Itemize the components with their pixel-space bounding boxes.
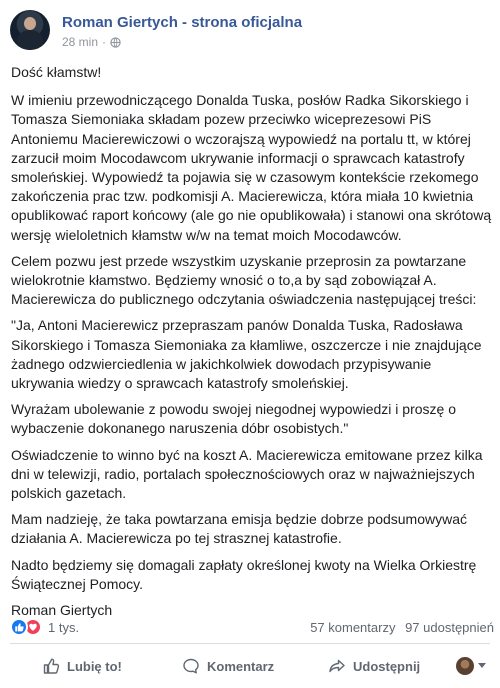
reactions-summary[interactable] (10, 618, 79, 636)
divider (10, 643, 490, 644)
post-paragraph: Nadto będziemy się domagali zapłaty określonej kwoty na Wielka Orkiestrę Świątecznej Pomocy. (11, 556, 477, 592)
post-paragraph: Mam nadzieję, że taka powtarzana emisja będzie dobrze podsumowywać działania A. Macierewicza po tej strasznej katastrofie. (11, 511, 468, 547)
post-paragraph: W imieniu przewodniczącego Donalda Tuska, posłów Radka Sikorskiego i Tomasza Siemoniaka składam pozew przeciwko wiceprezesowi PiS Antoniemu Macierewiczowi o wczorajszą wypowiedź na portalu tt, w której zarzucił moim Mocodawcom ukrywanie informacji o sprawcach katastrofy smoleńskiej. Wypowiedź ta pojawia się w czasowym kontekście rzekomego zakończenia prac tzw. podkomisji A. Macierewicza, która miała 10 kwietnia opublikować raport końcowy (ale go nie opublikowała) i stanowi ona skrótową wersję wieloletnich kłamstw w/w na temat moich Mocodawców. (11, 92, 492, 243)
post-actions-bar (10, 648, 494, 684)
page-name-link[interactable]: Roman Giertych - strona oficjalna (62, 14, 303, 31)
shares-count[interactable]: 97 udostępnień (405, 620, 494, 635)
like-button[interactable] (42, 650, 122, 682)
thumbs-up-icon (42, 657, 60, 675)
post-paragraph: Dość kłamstw! (11, 64, 102, 80)
share-button[interactable] (328, 650, 420, 682)
post-meta (62, 35, 121, 49)
post-stats (10, 616, 494, 638)
comment-label: Komentarz (207, 658, 275, 674)
globe-icon[interactable] (110, 37, 121, 48)
like-label: Lubię to! (67, 658, 122, 674)
reaction-as-selector[interactable] (456, 650, 486, 682)
comment-icon (182, 657, 200, 675)
post-paragraph: Oświadczenie to winno być na koszt A. Macierewicza emitowane przez kilka dni w telewizji, radio, portalach społecznościowych oraz w najważniejszych polskich gazetach. (11, 446, 483, 502)
page-avatar[interactable] (10, 10, 50, 50)
meta-separator: · (102, 35, 107, 49)
post-paragraph: Wyrażam ubolewanie z powodu swojej niegodnej wypowiedzi i proszę o wybaczenie dokonanego naruszenia dóbr osobistych." (11, 401, 456, 437)
share-arrow-icon (328, 657, 346, 675)
user-avatar (456, 657, 474, 675)
reactions-count[interactable]: 1 tys. (48, 619, 80, 635)
share-label: Udostępnij (353, 658, 421, 674)
comment-button[interactable] (182, 650, 274, 682)
chevron-down-icon (478, 663, 486, 669)
post-paragraph: Celem pozwu jest przede wszystkim uzyskanie przeprosin za powtarzane wielokrotnie kłamstwo. Będziemy wnosić o to,a by sąd zobowiązał A. Macierewicza do publicznego odczytania oświadczenia następującej treści: (11, 252, 477, 308)
comments-count[interactable]: 57 komentarzy (310, 620, 396, 635)
post-body (11, 63, 493, 627)
post-header (10, 8, 490, 52)
post-signature: Roman Giertych (11, 602, 113, 619)
like-reaction-icon (10, 618, 28, 636)
post-timestamp[interactable]: 28 min (62, 35, 99, 49)
post-paragraph: "Ja, Antoni Macierewicz przepraszam panów Donalda Tuska, Radosława Sikorskiego i Tomasza Siemoniaka za kłamliwe, oszczercze i nie znajdujące żadnego odzwierciedlenia w jakichkolwiek dowodach przypisywanie ukrywania wiedzy o sprawcach katastrofy smoleńskiej. (11, 317, 482, 392)
engagement-counts (310, 620, 494, 635)
